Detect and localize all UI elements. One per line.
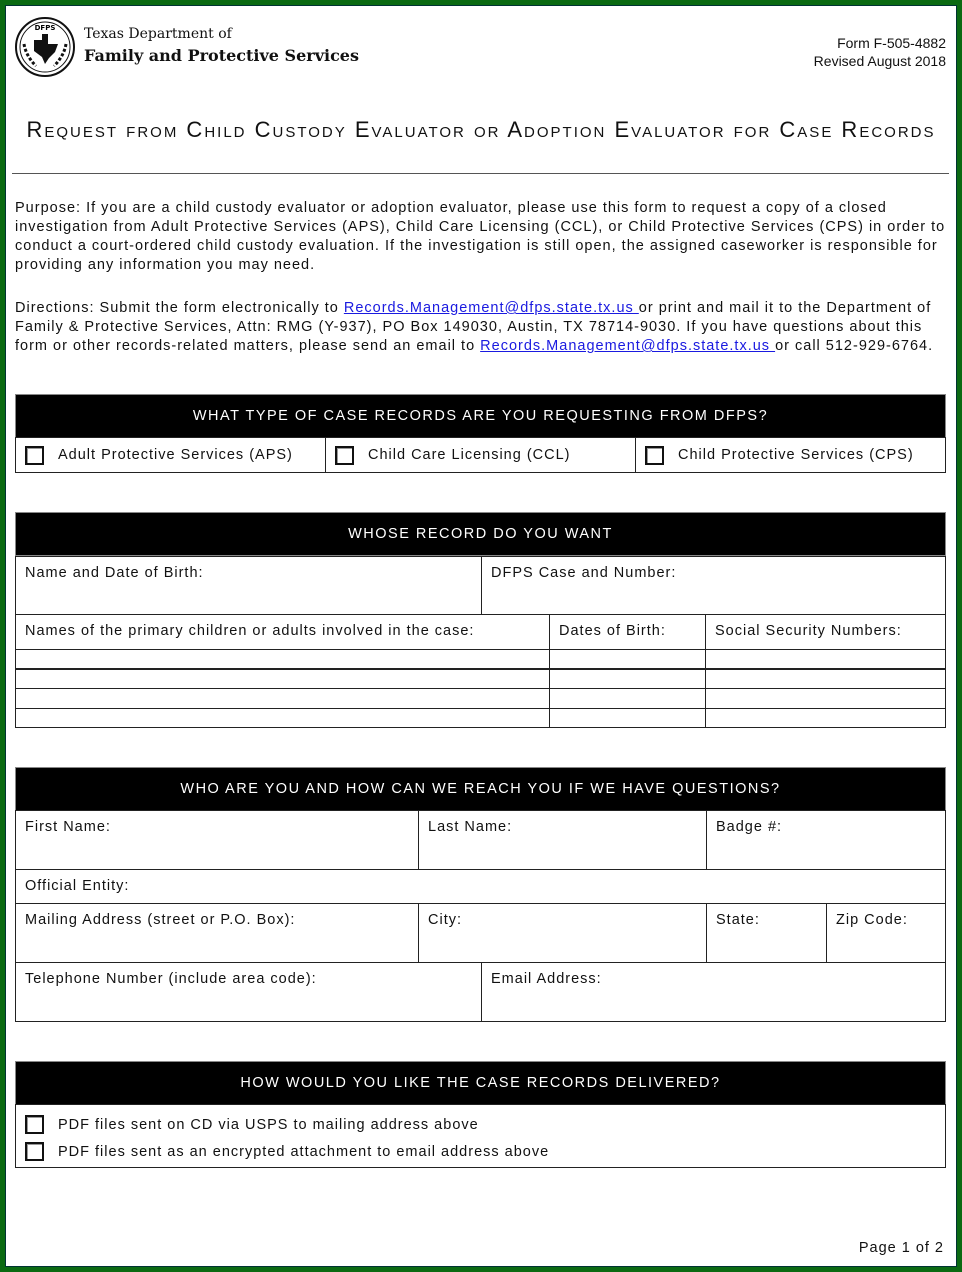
first-name-field[interactable]: First Name: (15, 810, 419, 870)
form-number: Form F-505-4882 (837, 35, 946, 51)
delivery-option-cd[interactable] (25, 1113, 936, 1136)
checkbox-ccl[interactable] (335, 446, 354, 465)
option-label: PDF files sent as an encrypted attachment to email address above (58, 1143, 550, 1160)
table-cell[interactable] (705, 708, 946, 728)
official-entity-field[interactable]: Official Entity: (15, 869, 946, 904)
telephone-field[interactable]: Telephone Number (include area code): (15, 962, 482, 1022)
case-number-field[interactable]: DFPS Case and Number: (481, 556, 946, 615)
col-header-names: Names of the primary children or adults involved in the case: (15, 614, 550, 650)
option-ccl[interactable] (325, 437, 636, 473)
col-header-dob: Dates of Birth: (549, 614, 706, 650)
option-label: Child Care Licensing (CCL) (368, 447, 571, 463)
delivery-options (15, 1104, 946, 1168)
section-heading-record-type: WHAT TYPE OF CASE RECORDS ARE YOU REQUESTING FROM DFPS? (15, 394, 946, 438)
form-info (814, 34, 946, 70)
email-link-1[interactable]: Records.Management@dfps.state.tx.us (343, 300, 639, 316)
directions-part1: Directions: Submit the form electronically to (15, 300, 344, 316)
city-field[interactable]: City: (418, 903, 707, 963)
svg-text:DFPS: DFPS (34, 24, 56, 32)
option-label: Child Protective Services (CPS) (678, 447, 914, 463)
table-cell[interactable] (549, 708, 706, 728)
divider (12, 173, 949, 174)
section-heading-whose-record: WHOSE RECORD DO YOU WANT (15, 512, 946, 556)
revised-date: Revised August 2018 (813, 53, 946, 69)
option-label: Adult Protective Services (APS) (58, 447, 293, 463)
email-link-2[interactable]: Records.Management@dfps.state.tx.us (480, 338, 776, 354)
directions-part3: or call 512-929-6764. (775, 338, 934, 354)
page-number: Page 1 of 2 (858, 1240, 944, 1256)
table-cell[interactable] (705, 668, 946, 689)
table-cell[interactable] (549, 688, 706, 709)
table-cell[interactable] (15, 708, 550, 728)
section-heading-requestor: WHO ARE YOU AND HOW CAN WE REACH YOU IF WE HAVE QUESTIONS? (15, 767, 946, 811)
table-cell[interactable] (549, 668, 706, 689)
email-field[interactable]: Email Address: (481, 962, 946, 1022)
table-cell[interactable] (15, 688, 550, 709)
table-cell[interactable] (15, 649, 550, 670)
option-label: PDF files sent on CD via USPS to mailing address above (58, 1116, 479, 1133)
col-header-ssn: Social Security Numbers: (705, 614, 946, 650)
org-name-line2: Family and Protective Services (84, 46, 359, 65)
purpose-text: Purpose: If you are a child custody evaluator or adoption evaluator, please use this form to request a copy of a closed investigation from Adult Protective Services (APS), Child Care Licensing (CCL), or Child Protective Services (CPS) in order to conduct a court-ordered child custody evaluation. If the investigation is still open, the assigned caseworker is responsible for providing any information you may need. (15, 200, 946, 273)
mailing-address-field[interactable]: Mailing Address (street or P.O. Box): (15, 903, 419, 963)
directions-text (15, 299, 950, 356)
badge-field[interactable]: Badge #: (706, 810, 946, 870)
checkbox-aps[interactable] (25, 446, 44, 465)
table-cell[interactable] (705, 649, 946, 670)
org-name-line1: Texas Department of (84, 26, 232, 42)
page-title: Request from Child Custody Evaluator or Adoption Evaluator for Case Records (26, 117, 936, 142)
checkbox-email[interactable] (25, 1142, 44, 1161)
checkbox-cd[interactable] (25, 1115, 44, 1134)
option-cps[interactable] (635, 437, 946, 473)
delivery-option-email[interactable] (25, 1138, 936, 1165)
table-cell[interactable] (705, 688, 946, 709)
last-name-field[interactable]: Last Name: (418, 810, 707, 870)
dfps-logo (14, 16, 76, 78)
state-field[interactable]: State: (706, 903, 827, 963)
section-heading-delivery: HOW WOULD YOU LIKE THE CASE RECORDS DELIVERED? (15, 1061, 946, 1105)
checkbox-cps[interactable] (645, 446, 664, 465)
directions-part2: or print and mail it to the Department of Family & Protective Services, Attn: RMG (Y-937), PO Box 149030, Austin, TX 78714-9030. If you have questions about this form or other records-related matters, please send an email to (15, 300, 932, 354)
zip-field[interactable]: Zip Code: (826, 903, 946, 963)
name-dob-field[interactable]: Name and Date of Birth: (15, 556, 482, 615)
table-cell[interactable] (15, 668, 550, 689)
option-aps[interactable] (15, 437, 326, 473)
table-cell[interactable] (549, 649, 706, 670)
